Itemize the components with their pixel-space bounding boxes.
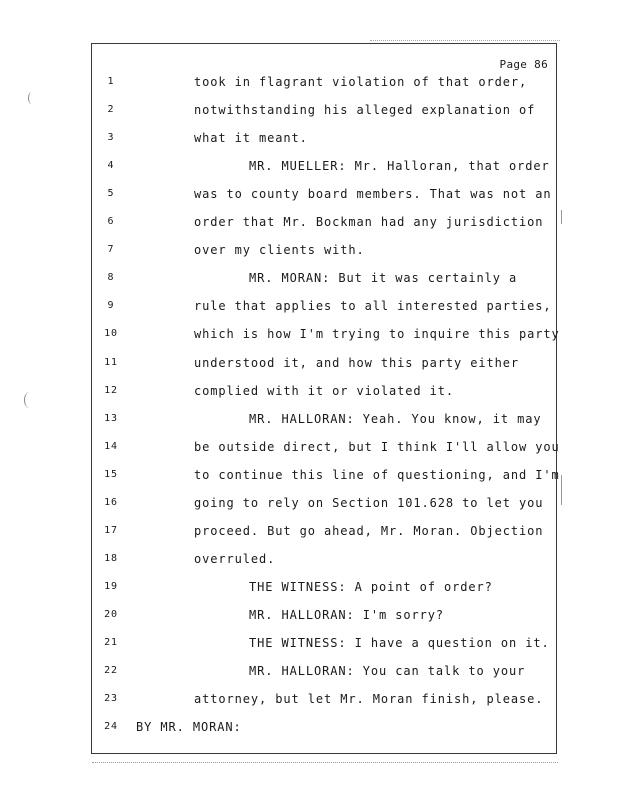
transcript-line (92, 720, 556, 740)
transcript-line (92, 103, 556, 123)
line-text: took in flagrant violation of that order, (194, 75, 528, 89)
line-number: 1 (107, 76, 115, 87)
line-number: 14 (104, 440, 118, 452)
transcript-line (92, 159, 556, 179)
line-text: MR. HALLORAN: I'm sorry? (249, 607, 444, 622)
transcript-line (92, 215, 556, 235)
line-number: 18 (104, 552, 118, 564)
line-text: which is how I'm trying to inquire this party (194, 327, 560, 342)
line-number: 19 (104, 580, 118, 592)
line-number: 17 (104, 524, 118, 536)
transcript-line (92, 496, 556, 516)
scan-artifact-bottom (92, 762, 558, 763)
line-text: MR. MORAN: But it was certainly a (249, 271, 518, 286)
line-text: attorney, but let Mr. Moran finish, please. (194, 692, 544, 707)
transcript-line (92, 467, 560, 488)
transcript-line (92, 580, 556, 600)
transcript-line (92, 327, 560, 347)
line-text: going to rely on Section 101.628 to let you (194, 495, 544, 510)
line-number: 13 (104, 412, 118, 424)
line-number: 24 (104, 721, 118, 733)
line-number: 8 (107, 272, 115, 284)
line-number: 5 (107, 188, 115, 200)
transcript-line (92, 412, 556, 432)
line-number: 22 (104, 665, 118, 677)
line-number: 3 (107, 132, 115, 144)
margin-mark (561, 210, 562, 224)
transcript-line (92, 299, 556, 319)
transcript-line (92, 608, 556, 628)
line-text: rule that applies to all interested parties, (194, 299, 552, 314)
line-number: 10 (104, 328, 118, 340)
line-text: understood it, and how this party either (194, 355, 519, 370)
transcript-line (92, 692, 556, 712)
transcript-line (92, 131, 556, 151)
line-text: THE WITNESS: A point of order? (249, 579, 493, 594)
transcript-line (92, 187, 556, 207)
transcript-page (91, 43, 560, 754)
line-text: overruled. (194, 551, 276, 566)
transcript-line (92, 271, 556, 291)
transcript-line (92, 664, 556, 684)
page-number: Page 86 (499, 58, 548, 71)
line-number: 21 (104, 637, 118, 648)
line-text: over my clients with. (194, 243, 365, 258)
line-text: proceed. But go ahead, Mr. Moran. Objection (194, 523, 544, 538)
line-text: complied with it or violated it. (194, 383, 454, 398)
line-text: be outside direct, but I think I'll allow you (194, 439, 560, 454)
line-text: was to county board members. That was not an (194, 187, 552, 202)
line-text: what it meant. (194, 131, 308, 146)
transcript-line (92, 356, 556, 376)
transcript-line (92, 384, 556, 404)
transcript-line (92, 75, 556, 95)
line-text: THE WITNESS: I have a question on it. (249, 636, 550, 650)
margin-mark (561, 475, 562, 505)
transcript-line (92, 636, 556, 656)
line-number: 7 (107, 244, 115, 256)
punch-hole-mark-top (28, 92, 35, 104)
line-text: to continue this line of questioning, and I'm (194, 467, 560, 482)
transcript-line (92, 439, 560, 460)
line-number: 15 (104, 468, 118, 480)
line-number: 4 (107, 160, 115, 172)
line-text: notwithstanding his alleged explanation of (194, 103, 536, 118)
transcript-line (92, 524, 556, 544)
line-number: 2 (107, 104, 115, 116)
transcript-line (92, 552, 556, 572)
line-text: BY MR. MORAN: (136, 720, 242, 735)
scan-artifact-top (370, 40, 560, 41)
line-number: 9 (107, 300, 115, 312)
line-text: MR. MUELLER: Mr. Halloran, that order (249, 159, 550, 174)
line-text: order that Mr. Bockman had any jurisdiction (194, 215, 544, 230)
line-text: MR. HALLORAN: Yeah. You know, it may (249, 411, 542, 426)
punch-hole-mark-middle (24, 392, 35, 408)
line-number: 20 (104, 608, 118, 620)
line-number: 12 (104, 384, 118, 396)
line-number: 23 (104, 693, 118, 705)
line-number: 6 (107, 216, 115, 228)
line-number: 16 (104, 496, 118, 508)
transcript-line (92, 243, 556, 263)
line-text: MR. HALLORAN: You can talk to your (249, 664, 526, 679)
line-number: 11 (104, 356, 118, 368)
